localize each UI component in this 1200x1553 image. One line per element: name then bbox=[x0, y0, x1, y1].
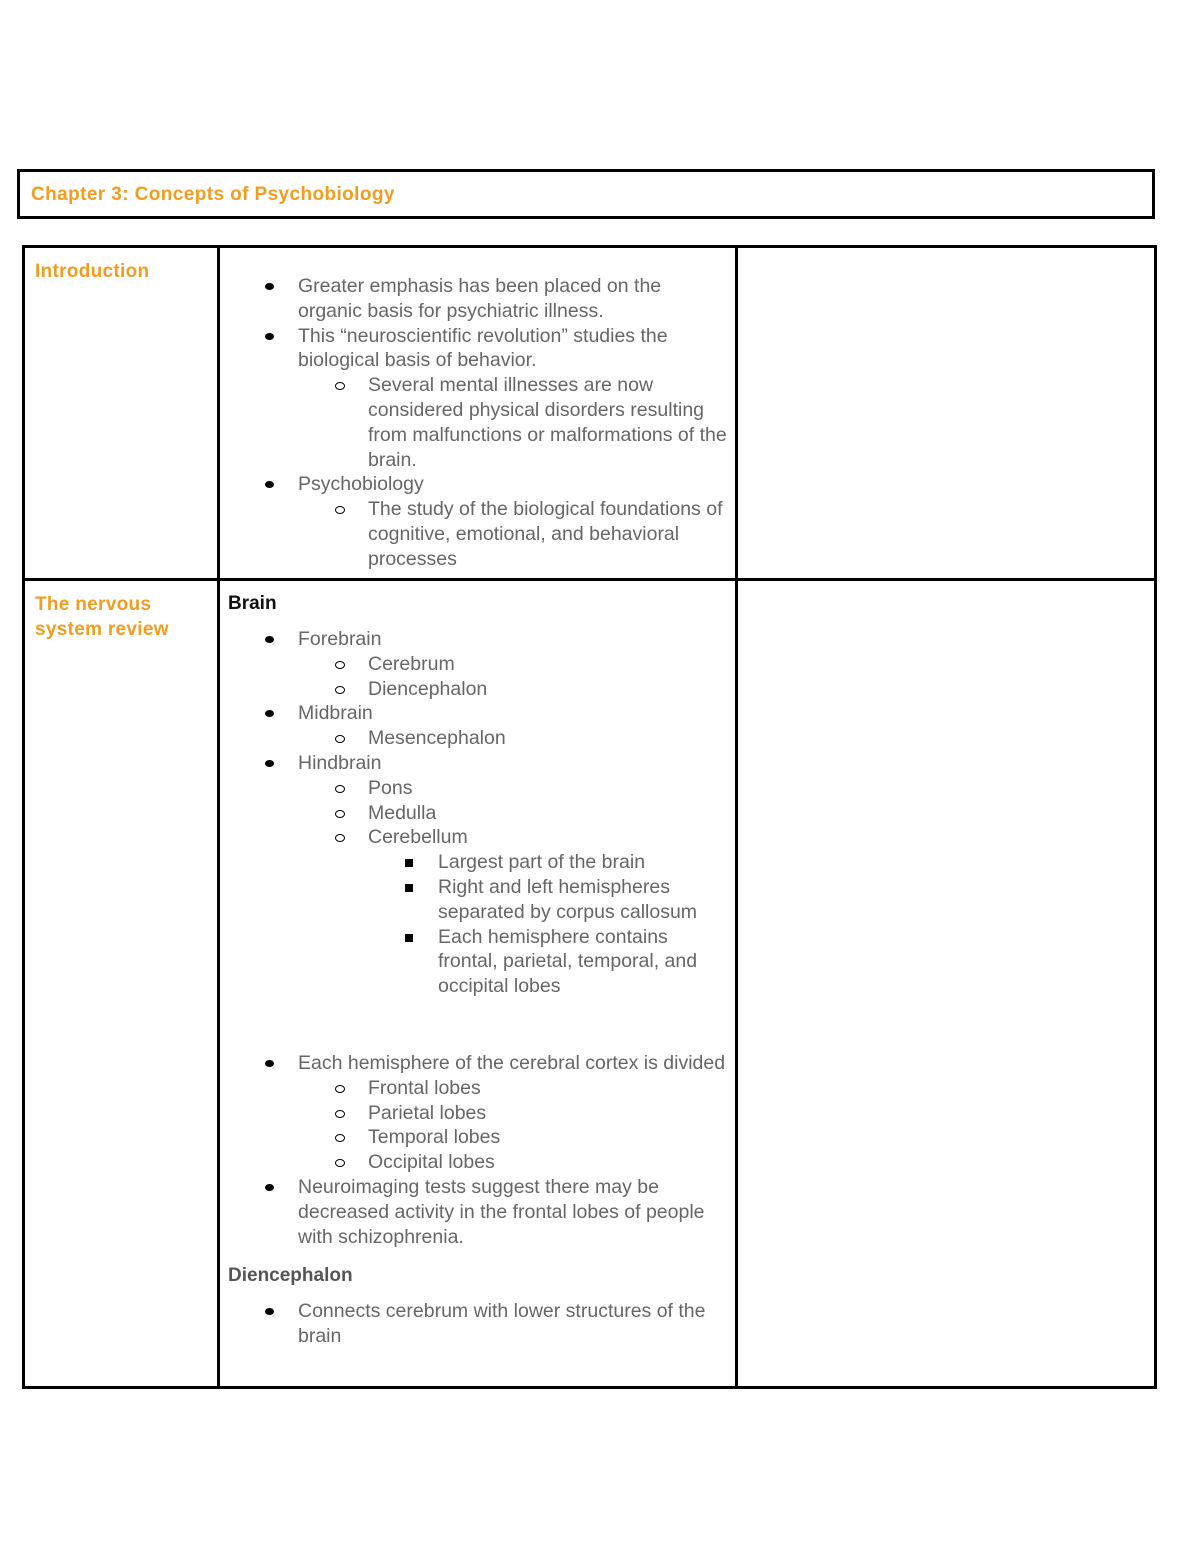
list-item-text: Psychobiology bbox=[298, 473, 424, 496]
list-item-text: Each hemisphere of the cerebral cortex is divided bbox=[298, 1051, 726, 1074]
sub-list bbox=[228, 1076, 729, 1175]
list-item: Greater emphasis has been placed on the organic basis for psychiatric illness. bbox=[228, 274, 729, 324]
sub-list bbox=[228, 497, 729, 571]
sub-list-item: Pons bbox=[298, 776, 729, 801]
list-item: Connects cerebrum with lower structures of the brain bbox=[228, 1299, 729, 1349]
sub-list-item: Medulla bbox=[298, 801, 729, 826]
list-item-text: Midbrain bbox=[298, 702, 373, 725]
list-item bbox=[228, 324, 729, 473]
brain-list bbox=[228, 627, 729, 999]
sub-list bbox=[228, 776, 729, 999]
intro-list bbox=[228, 274, 729, 572]
list-item: Neuroimaging tests suggest there may be decreased activity in the frontal lobes of people with schizophrenia. bbox=[228, 1175, 729, 1249]
section-label-introduction: Introduction bbox=[35, 261, 150, 282]
intro-notes bbox=[220, 248, 735, 578]
sub-list-item bbox=[298, 825, 729, 999]
sub-list-item: The study of the biological foundations of cognitive, emotional, and behavioral processes bbox=[298, 497, 729, 571]
notes-cell-nervous-system bbox=[219, 580, 737, 1388]
notes-cell-introduction bbox=[219, 247, 737, 580]
sub-list bbox=[228, 726, 729, 751]
sub-list-item-text: Cerebellum bbox=[368, 826, 468, 849]
notes-table bbox=[22, 245, 1157, 1389]
cue-cell-introduction bbox=[24, 247, 219, 580]
sub-list-item: Frontal lobes bbox=[298, 1076, 729, 1101]
sub-sub-list-item: Largest part of the brain bbox=[368, 850, 729, 875]
list-item bbox=[228, 1051, 729, 1175]
sub-sub-list-item: Each hemisphere contains frontal, parietal, temporal, and occipital lobes bbox=[368, 925, 729, 999]
nervous-notes bbox=[220, 581, 735, 1355]
summary-cell-introduction bbox=[737, 247, 1156, 580]
section-label-nervous-system: The nervous system review bbox=[35, 594, 169, 640]
sub-list-item: Diencephalon bbox=[298, 677, 729, 702]
sub-list-item: Temporal lobes bbox=[298, 1125, 729, 1150]
summary-cell-nervous-system bbox=[737, 580, 1156, 1388]
list-item bbox=[228, 701, 729, 751]
sub-list bbox=[228, 652, 729, 702]
row-introduction bbox=[24, 247, 1156, 580]
row-nervous-system bbox=[24, 580, 1156, 1388]
chapter-title: Chapter 3: Concepts of Psychobiology bbox=[31, 184, 395, 205]
cortex-list bbox=[228, 1051, 729, 1249]
list-item bbox=[228, 472, 729, 571]
brain-heading: Brain bbox=[228, 593, 277, 614]
sub-list bbox=[228, 373, 729, 472]
list-item bbox=[228, 751, 729, 999]
list-item-text: Hindbrain bbox=[298, 751, 382, 774]
sub-list-item: Mesencephalon bbox=[298, 726, 729, 751]
sub-list-item: Occipital lobes bbox=[298, 1150, 729, 1175]
sub-sub-list-item: Right and left hemispheres separated by corpus callosum bbox=[368, 875, 729, 925]
sub-list-item: Several mental illnesses are now considered physical disorders resulting from malfunctions or malformations of the brain. bbox=[298, 373, 729, 472]
chapter-title-box bbox=[17, 169, 1155, 219]
list-item-text: This “neuroscientific revolution” studies the biological basis of behavior. bbox=[298, 324, 668, 372]
diencephalon-list bbox=[228, 1299, 729, 1349]
list-item-text: Forebrain bbox=[298, 628, 382, 650]
sub-list-item: Cerebrum bbox=[298, 652, 729, 677]
sub-sub-list bbox=[298, 850, 729, 999]
diencephalon-heading: Diencephalon bbox=[228, 1265, 353, 1287]
sub-list-item: Parietal lobes bbox=[298, 1101, 729, 1126]
list-item bbox=[228, 627, 729, 701]
cue-cell-nervous-system bbox=[24, 580, 219, 1388]
